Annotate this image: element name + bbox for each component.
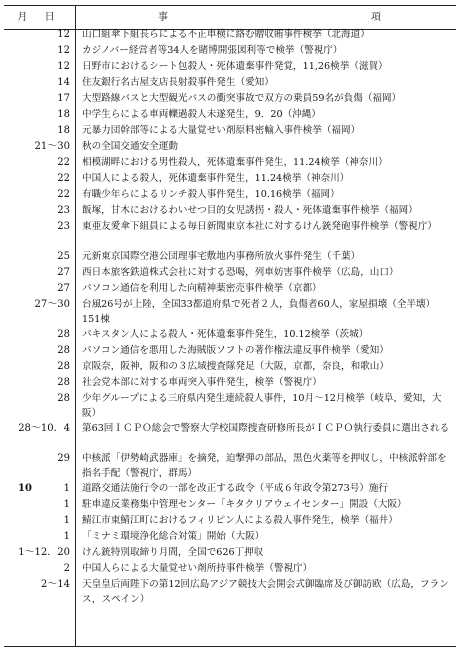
row-day: 22 [57,173,70,184]
table-row [4,91,456,107]
table-row [4,27,456,43]
table-row [4,497,456,513]
row-day: 22 [57,157,70,168]
table-row [4,281,456,297]
row-event: 飯塚，甘木におけるわいせつ目的女児誘拐・殺人・死体遺棄事件検挙（福岡） [82,205,418,216]
row-day: 29 [57,453,70,464]
row-event: 駐車違反業務集中管理センター「キタクリアウェイセンター」開設（大阪） [82,499,407,510]
row-event: 少年グループによる三府県内発生連続殺人事件，10月～12月検挙（岐阜，愛知，大阪） [82,393,442,419]
event-header-char-1: 事 [158,12,168,23]
row-day: 12 [57,29,70,40]
row-day: 1 [63,515,70,526]
table-row [4,327,456,343]
row-event: 鯖江市東鯖江町におけるフィリピン人による殺人事件発生，検挙（福井） [82,515,398,526]
table-row [4,249,456,265]
row-event: 日野市におけるシート包殺人・死体遺棄事件発覚，11,26検挙（滋賀） [82,61,388,72]
row-event: 山口組傘下組長らによる不正車検に絡む贈収賄事件検挙（北海道） [82,29,370,40]
table-row [4,75,456,91]
table-row [4,577,456,607]
table-row [4,203,456,219]
row-event: パソコン通信を悪用した海賊版ソフトの著作権法違反事件検挙（愛知） [82,345,389,356]
row-day: 27～30 [34,299,70,310]
row-day: 1 [63,499,70,510]
row-event: 第63回ＩＣＰＯ総会で警察大学校国際捜査研修所長がＩＣＰＯ執行委員に選出される [82,423,450,434]
row-event: カジノバー経営者等34人を賭博開張図利等で検挙（警視庁） [82,45,343,56]
row-event: 中国人らによる大量覚せい剤所持事件検挙（警視庁） [82,563,313,574]
table-row [4,139,456,155]
row-day: 25 [57,251,70,262]
table-row [4,481,456,497]
row-event: 元暴力団幹部等による大量覚せい剤原料密輸入事件検挙（福岡） [82,125,361,136]
table-row [4,359,456,375]
row-event: 京阪奈，阪神，阪和の３広域捜査隊発足（大阪，京都，奈良，和歌山） [82,361,389,372]
row-event: 西日本旅客鉄道株式会社に対する恐喝，列車妨害事件検挙（広島，山口） [82,267,399,278]
row-day: 2～14 [40,579,70,590]
row-event: 相模湖畔における男性殺人，死体遺棄事件発生，11.24検挙（神奈川） [82,157,388,168]
row-day: 12 [57,61,70,72]
date-column-header: 月 日 [17,12,62,23]
table-row [4,219,456,249]
row-day: 17 [57,93,70,104]
row-day: 23 [57,205,70,216]
row-event: 元新東京国際空港公団理事宅敷地内事務所放火事件発生（千葉） [82,251,361,262]
row-event: 中国人による殺人，死体遺棄事件発生，11.24検挙（神奈川） [82,173,350,184]
row-day: 28 [57,345,70,356]
table-row [4,391,456,421]
table-row [4,59,456,75]
row-day: 2 [63,563,70,574]
table-row [4,375,456,391]
row-event: 天皇皇后両陛下の第12回広島アジア競技大会開会式御臨席及び御訪欧（広島，フランス，スペイン） [82,579,449,605]
row-event: 中核派「伊勢崎武器庫」を摘発，迫撃弾の部品，黒色火薬等を押収し，中核派幹部を指名手配（警視庁，群馬） [82,453,447,479]
table-row [4,561,456,577]
row-event: パソコン通信を利用した向精神薬密売事件検挙（京都） [82,283,322,294]
table-row [4,513,456,529]
row-event: 「ミナミ環境浄化総合対策」開始（大阪） [82,531,265,542]
table-row [4,43,456,59]
row-day: 28 [57,377,70,388]
table-row [4,421,456,451]
table-row [4,265,456,281]
row-day: 14 [57,77,70,88]
table-row [4,107,456,123]
row-event: 有職少年らによるリンチ殺人事件発生，10.16検挙（福岡） [82,189,340,200]
table-row [4,155,456,171]
row-event: けん銃特別取締り月間，全国で626丁押収 [82,547,264,558]
row-day: 1～12．20 [18,547,70,558]
row-day: 28 [57,329,70,340]
row-event: 社会党本部に対する車両突入事件発生，検挙（警視庁） [82,377,322,388]
row-day: 18 [57,109,70,120]
event-header-char-2: 項 [371,12,381,23]
row-day: 1 [63,483,70,494]
table-row [4,171,456,187]
row-event: パキスタン人による殺人・死体遺棄事件発生，10.12検挙（茨城） [82,329,369,340]
row-event: 大型路線バスと大型観光バスの衝突事故で双方の乗員59名が負傷（福岡） [82,93,402,104]
row-day: 27 [57,283,70,294]
row-event: 台風26号が上陸，全国33都道府県で死者２人，負傷者60人，家屋損壊（全半壊）151棟 [82,299,436,325]
row-day: 22 [57,189,70,200]
table-row [4,451,456,481]
table-row [4,529,456,545]
row-day: 28～10．4 [18,423,70,434]
row-event: 中学生らによる車両轢過殺人未遂発生，9．20（沖縄） [82,109,321,120]
row-day: 1 [63,531,70,542]
table-row [4,545,456,561]
row-event: 住友銀行名古屋支店長射殺事件発生（愛知） [82,77,274,88]
row-event: 東亜友愛傘下組員による毎日新聞東京本社に対するけん銃発砲事件検挙（警視庁） [82,221,437,232]
row-day: 12 [57,45,70,56]
table-row [4,123,456,139]
row-event: 秋の全国交通安全運動 [82,141,178,152]
row-day: 18 [57,125,70,136]
chronology-table [4,5,456,647]
table-row [4,343,456,359]
row-day: 23 [57,221,70,232]
row-day: 28 [57,393,70,404]
row-month: 10 [18,483,32,494]
table-row [4,187,456,203]
row-day: 27 [57,267,70,278]
row-day: 21～30 [34,141,70,152]
row-event: 道路交通法施行令の一部を改正する政令（平成６年政令第273号）施行 [82,483,389,494]
table-row [4,297,456,327]
row-day: 28 [57,361,70,372]
